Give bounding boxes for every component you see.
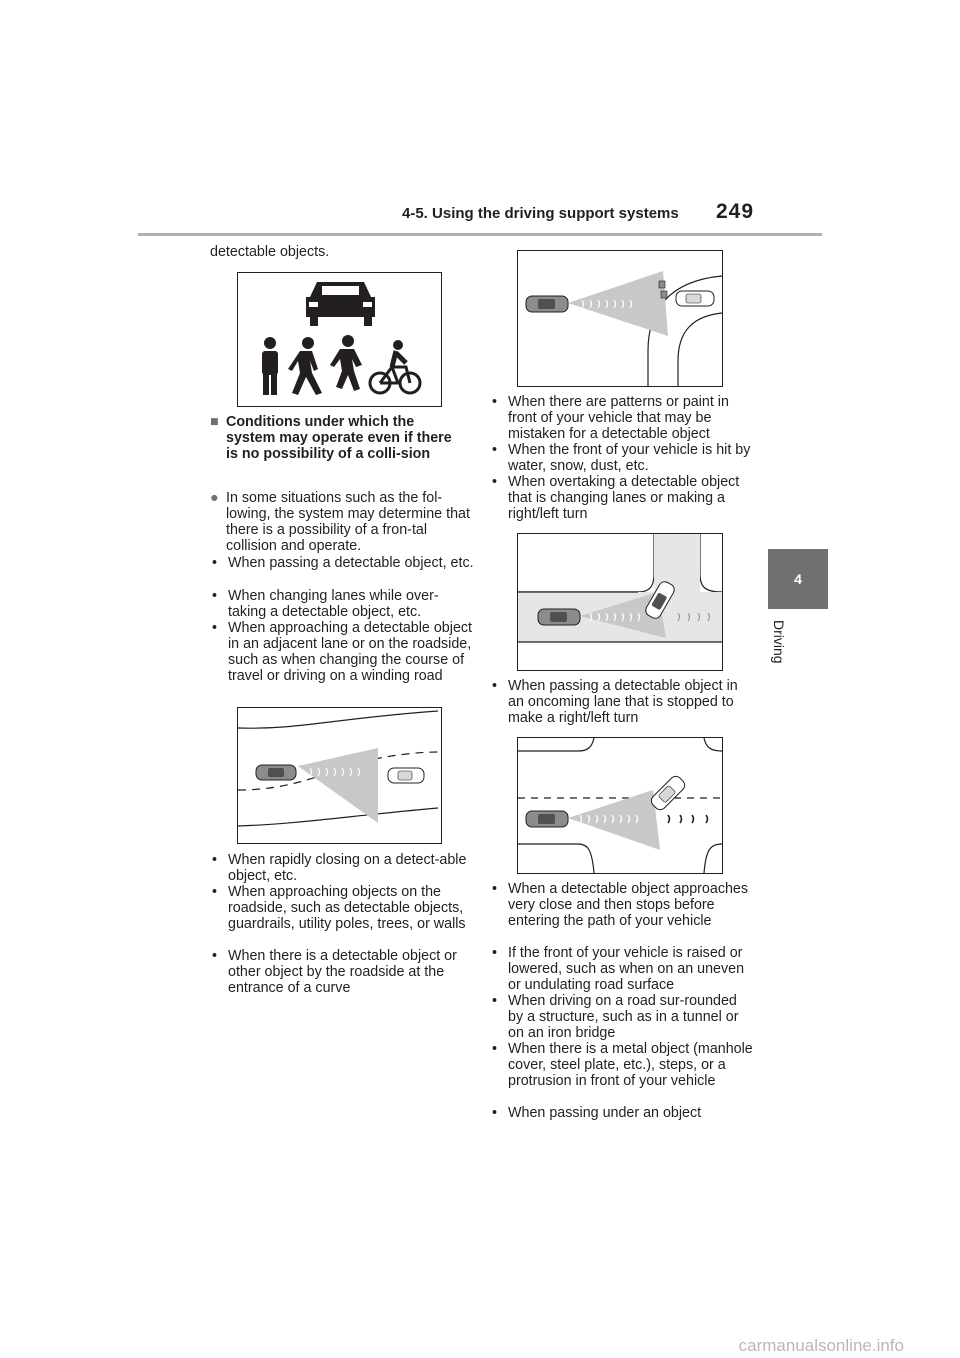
figure-detectable-objects [237,272,442,407]
header-rule [138,233,822,236]
radar-wave-dark-icon [668,815,708,823]
intro-text: detectable objects. [210,244,330,260]
own-car-icon [526,811,568,827]
page-number: 249 [716,200,755,223]
own-car-icon [538,609,580,625]
own-car-icon [526,296,568,312]
section-heading-text: Conditions under which the system may operate even if there is no possibility of a colli-sion [226,414,452,462]
section-title: 4-5. Using the driving support systems [402,205,679,222]
watermark: carmanualsonline.info [738,1336,904,1355]
list-item: • When driving on a road sur-rounded by a structure, such as in a tunnel or on an iron bridge [492,993,739,1041]
figure-oncoming-turn [517,737,723,874]
section-heading [210,414,460,462]
list-item: • When passing under an object [492,1105,702,1121]
circle-text: In some situations such as the fol-lowing, the system may determine that there is a possibility of a fron-tal collision and operate. [226,490,470,554]
target-car-icon [649,774,687,812]
list-item: • If the front of your vehicle is raised or lowered, such as when on an uneven or undulating road surface [492,945,745,993]
figure-curve-entrance [517,250,723,387]
list-item: • When the front of your vehicle is hit by water, snow, dust, etc. [492,442,751,474]
target-car-icon [676,291,714,306]
list-item: • When overtaking a detectable object that is changing lanes or making a right/left turn [492,474,740,522]
car-front-icon [306,282,375,326]
list-item: • When there is a metal object (manhole cover, steel plate, etc.), steps, or a protrusion in front of your vehicle [492,1041,753,1089]
figure-turning-vehicle [517,533,723,671]
person-standing-icon [262,337,278,395]
chapter-number: 4 [794,571,802,587]
circle-paragraph [210,490,472,554]
target-car-icon [388,768,424,783]
bicycle-icon [370,340,420,393]
list-item: • When a detectable object approaches very close and then stops before entering the path of your vehicle [492,881,749,929]
list-item: • When approaching objects on the roadside, such as detectable objects, guardrails, utility poles, trees, or walls [212,884,466,932]
list-item: • When passing a detectable object, etc. [212,555,474,571]
chapter-label: Driving [771,620,787,664]
list-item: • When passing a detectable object in an oncoming lane that is stopped to make a right/left turn [492,678,738,726]
list-item: • When changing lanes while over-taking a detectable object, etc. [212,588,439,620]
list-item: • When there are patterns or paint in front of your vehicle that may be mistaken for a detectable object [492,394,729,442]
figure-winding-road [237,707,442,844]
person-walking-icon [288,337,322,395]
list-item: • When there is a detectable object or other object by the roadside at the entrance of a curve [212,948,457,996]
own-car-icon [256,765,296,780]
chapter-tab[interactable] [768,549,828,609]
section-marker: ■ [210,414,219,430]
person-running-icon [330,335,362,391]
circle-marker: ● [210,490,219,506]
list-item: • When approaching a detectable object in an adjacent lane or on the roadside, such as when changing the course of travel or driving on a winding road [212,620,473,684]
list-item: • When rapidly closing on a detect-able object, etc. [212,852,467,884]
